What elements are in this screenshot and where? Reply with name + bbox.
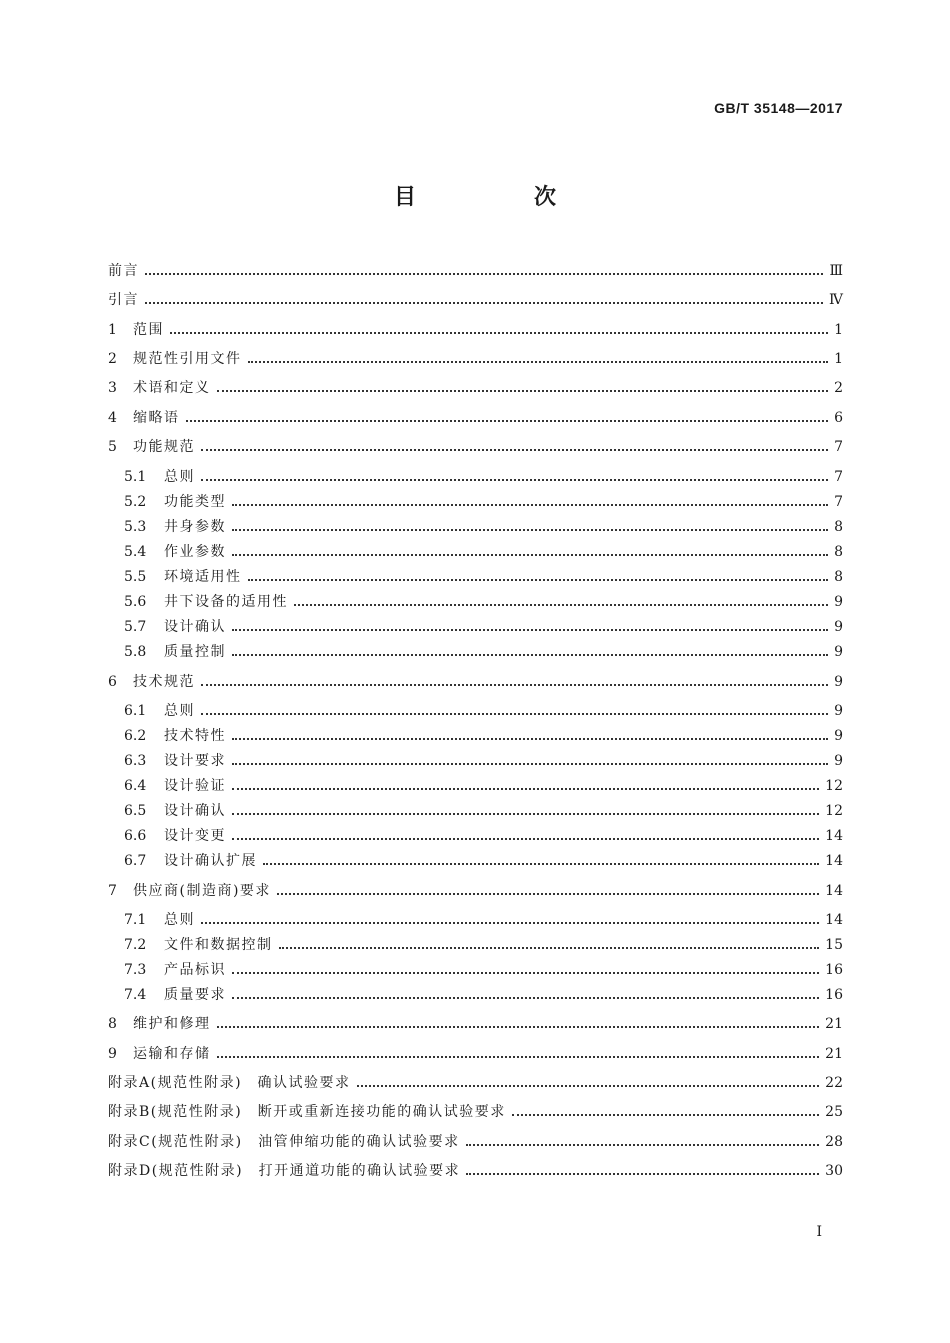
toc-entry-page: 16 xyxy=(825,962,843,978)
toc-entry-page: 1 xyxy=(834,322,843,338)
toc-entry-title: 作业参数 xyxy=(164,544,226,560)
toc-dot-leader xyxy=(217,1026,820,1028)
toc-entry[interactable] xyxy=(124,491,843,511)
toc-entry-title: 规范性引用文件 xyxy=(133,351,242,367)
toc-entry[interactable] xyxy=(108,377,843,397)
toc-entry-title: 质量控制 xyxy=(164,644,226,660)
toc-entry-number: 7.3 xyxy=(124,962,147,978)
toc-entry-page: 14 xyxy=(825,828,843,844)
toc-entry-page: 8 xyxy=(834,544,843,560)
toc-entry[interactable] xyxy=(108,1043,843,1063)
toc-entry-page: 9 xyxy=(834,644,843,660)
toc-entry[interactable] xyxy=(124,909,843,929)
toc-dot-leader xyxy=(232,763,828,765)
toc-entry-title: 功能规范 xyxy=(133,439,195,455)
toc-entry-title: 总则 xyxy=(164,469,195,485)
toc-dot-leader xyxy=(201,684,828,686)
toc-entry-title: 设计确认扩展 xyxy=(164,853,257,869)
toc-entry[interactable] xyxy=(124,641,843,661)
toc-dot-leader xyxy=(263,863,819,865)
toc-entry-page: 9 xyxy=(834,728,843,744)
toc-entry[interactable] xyxy=(124,800,843,820)
toc-entry-number: 7 xyxy=(108,883,117,899)
toc-entry-title: 设计验证 xyxy=(164,778,226,794)
toc-entry-number: 6.2 xyxy=(124,728,147,744)
toc-entry[interactable] xyxy=(108,1160,843,1180)
toc-entry-page: 9 xyxy=(834,703,843,719)
toc-entry-page: 12 xyxy=(825,803,843,819)
toc-entry-number: 6.1 xyxy=(124,703,147,719)
toc-dot-leader xyxy=(232,504,828,506)
toc-entry[interactable] xyxy=(124,725,843,745)
toc-entry[interactable] xyxy=(108,1013,843,1033)
toc-dot-leader xyxy=(277,893,819,895)
standard-code: GB/T 35148—2017 xyxy=(714,100,843,116)
toc-entry-page: 9 xyxy=(834,619,843,635)
toc-entry[interactable] xyxy=(124,934,843,954)
toc-entry-page: 9 xyxy=(834,594,843,610)
toc-entry-title: 质量要求 xyxy=(164,987,226,1003)
toc-entry[interactable] xyxy=(124,541,843,561)
toc-entry-page: 8 xyxy=(834,519,843,535)
toc-entry-number: 5.7 xyxy=(124,619,147,635)
toc-entry[interactable] xyxy=(108,880,843,900)
page-title: 目 次 xyxy=(393,185,604,210)
toc-dot-leader xyxy=(232,997,819,999)
toc-entry-title: 井下设备的适用性 xyxy=(164,594,288,610)
toc-entry[interactable] xyxy=(108,1101,843,1121)
toc-dot-leader xyxy=(232,838,819,840)
toc-entry-number: 7.2 xyxy=(124,937,147,953)
toc-entry-title: 设计要求 xyxy=(164,753,226,769)
toc-entry-number: 7.1 xyxy=(124,912,147,928)
toc-entry-page: Ⅳ xyxy=(829,292,843,308)
toc-entry-page: 7 xyxy=(834,439,843,455)
toc-dot-leader xyxy=(466,1144,820,1146)
toc-entry-page: 28 xyxy=(825,1134,843,1150)
toc-entry-title: 总则 xyxy=(164,912,195,928)
toc-entry[interactable] xyxy=(108,671,843,691)
toc-entry-title: 文件和数据控制 xyxy=(164,937,273,953)
toc-entry[interactable] xyxy=(124,700,843,720)
toc-dot-leader xyxy=(170,332,828,334)
toc-entry-title: 附录D(规范性附录) 打开通道功能的确认试验要求 xyxy=(108,1163,461,1179)
toc-entry-page: 7 xyxy=(834,494,843,510)
toc-entry[interactable] xyxy=(124,566,843,586)
toc-dot-leader xyxy=(232,554,828,556)
toc-dot-leader xyxy=(232,529,828,531)
toc-entry-title: 功能类型 xyxy=(164,494,226,510)
toc-entry-title: 引言 xyxy=(108,292,139,308)
toc-entry-number: 5.4 xyxy=(124,544,147,560)
toc-entry-page: 8 xyxy=(834,569,843,585)
toc-entry[interactable] xyxy=(124,750,843,770)
toc-entry[interactable] xyxy=(108,1072,843,1092)
toc-entry-page: 14 xyxy=(825,853,843,869)
toc-dot-leader xyxy=(186,420,829,422)
toc-entry-number: 9 xyxy=(108,1046,117,1062)
toc-entry-title: 缩略语 xyxy=(133,410,180,426)
toc-entry-title: 附录C(规范性附录) 油管伸缩功能的确认试验要求 xyxy=(108,1134,460,1150)
toc-entry[interactable] xyxy=(124,984,843,1004)
toc-entry-title: 技术特性 xyxy=(164,728,226,744)
toc-entry-title: 设计变更 xyxy=(164,828,226,844)
toc-dot-leader xyxy=(232,972,819,974)
toc-entry-page: Ⅲ xyxy=(829,263,843,279)
toc-entry-page: 14 xyxy=(825,912,843,928)
toc-entry-title: 附录A(规范性附录) 确认试验要求 xyxy=(108,1075,351,1091)
toc-entry-number: 6 xyxy=(108,674,117,690)
toc-entry[interactable] xyxy=(124,775,843,795)
toc-entry-title: 总则 xyxy=(164,703,195,719)
toc-entry-title: 维护和修理 xyxy=(133,1016,211,1032)
toc-entry-number: 4 xyxy=(108,410,117,426)
toc-entry[interactable] xyxy=(124,825,843,845)
toc-entry-title: 环境适用性 xyxy=(164,569,242,585)
toc-entry-number: 5.3 xyxy=(124,519,147,535)
toc-entry-page: 16 xyxy=(825,987,843,1003)
toc-entry-page: 21 xyxy=(825,1016,843,1032)
toc-dot-leader xyxy=(217,390,829,392)
toc-dot-leader xyxy=(279,947,820,949)
toc-entry-title: 前言 xyxy=(108,263,139,279)
toc-entry-page: 21 xyxy=(825,1046,843,1062)
toc-dot-leader xyxy=(248,361,829,363)
toc-dot-leader xyxy=(357,1085,820,1087)
toc-entry-page: 9 xyxy=(834,674,843,690)
toc-entry-page: 30 xyxy=(825,1163,843,1179)
toc-entry-number: 6.7 xyxy=(124,853,147,869)
page-number: Ⅰ xyxy=(816,1224,822,1240)
toc-entry-number: 5.1 xyxy=(124,469,147,485)
toc-dot-leader xyxy=(217,1056,820,1058)
toc-entry-page: 12 xyxy=(825,778,843,794)
toc-dot-leader xyxy=(201,922,819,924)
toc-entry-page: 2 xyxy=(834,380,843,396)
toc-entry[interactable] xyxy=(124,466,843,486)
toc-entry-number: 3 xyxy=(108,380,117,396)
toc-entry[interactable] xyxy=(124,516,843,536)
toc-dot-leader xyxy=(466,1173,819,1175)
toc-dot-leader xyxy=(232,654,828,656)
toc-dot-leader xyxy=(232,738,828,740)
toc-entry-title: 井身参数 xyxy=(164,519,226,535)
toc-entry-number: 6.3 xyxy=(124,753,147,769)
toc-dot-leader xyxy=(145,273,823,275)
toc-dot-leader xyxy=(201,713,828,715)
toc-entry-page: 7 xyxy=(834,469,843,485)
toc-entry-number: 8 xyxy=(108,1016,117,1032)
toc-entry-page: 15 xyxy=(825,937,843,953)
toc-entry-number: 5.5 xyxy=(124,569,147,585)
toc-entry[interactable] xyxy=(108,1131,843,1151)
toc-entry[interactable] xyxy=(124,616,843,636)
toc-dot-leader xyxy=(294,604,828,606)
toc-dot-leader xyxy=(145,302,823,304)
toc-dot-leader xyxy=(232,813,819,815)
toc-entry[interactable] xyxy=(124,850,843,870)
toc-entry-number: 6.5 xyxy=(124,803,147,819)
toc-entry-title: 技术规范 xyxy=(133,674,195,690)
toc-entry-page: 22 xyxy=(825,1075,843,1091)
toc-entry-page: 14 xyxy=(825,883,843,899)
toc-entry-title: 设计确认 xyxy=(164,619,226,635)
toc-entry-title: 产品标识 xyxy=(164,962,226,978)
toc-entry[interactable] xyxy=(108,260,843,280)
toc-entry-page: 9 xyxy=(834,753,843,769)
toc-entry-number: 6.4 xyxy=(124,778,147,794)
toc-dot-leader xyxy=(232,629,828,631)
toc-entry-number: 5 xyxy=(108,439,117,455)
toc-dot-leader xyxy=(248,579,829,581)
toc-entry[interactable] xyxy=(124,959,843,979)
toc-entry-title: 附录B(规范性附录) 断开或重新连接功能的确认试验要求 xyxy=(108,1104,506,1120)
toc-entry[interactable] xyxy=(108,319,843,339)
toc-entry-page: 1 xyxy=(834,351,843,367)
toc-entry-number: 2 xyxy=(108,351,117,367)
toc-entry-title: 术语和定义 xyxy=(133,380,211,396)
toc-entry[interactable] xyxy=(108,407,843,427)
toc-entry-number: 5.8 xyxy=(124,644,147,660)
toc-entry-number: 1 xyxy=(108,322,117,338)
toc-dot-leader xyxy=(232,788,819,790)
toc-entry[interactable] xyxy=(108,289,843,309)
toc-entry-title: 范围 xyxy=(133,322,164,338)
toc-entry-title: 供应商(制造商)要求 xyxy=(133,883,271,899)
toc-entry-title: 设计确认 xyxy=(164,803,226,819)
toc-entry-title: 运输和存储 xyxy=(133,1046,211,1062)
toc-entry-number: 6.6 xyxy=(124,828,147,844)
toc-entry-number: 5.2 xyxy=(124,494,147,510)
toc-entry-page: 25 xyxy=(825,1104,843,1120)
toc-entry[interactable] xyxy=(124,591,843,611)
toc-entry[interactable] xyxy=(108,348,843,368)
toc-dot-leader xyxy=(201,479,828,481)
toc-dot-leader xyxy=(201,449,828,451)
toc-entry-number: 5.6 xyxy=(124,594,147,610)
toc-entry[interactable] xyxy=(108,436,843,456)
toc-entry-page: 6 xyxy=(834,410,843,426)
toc-entry-number: 7.4 xyxy=(124,987,147,1003)
toc-dot-leader xyxy=(512,1114,819,1116)
